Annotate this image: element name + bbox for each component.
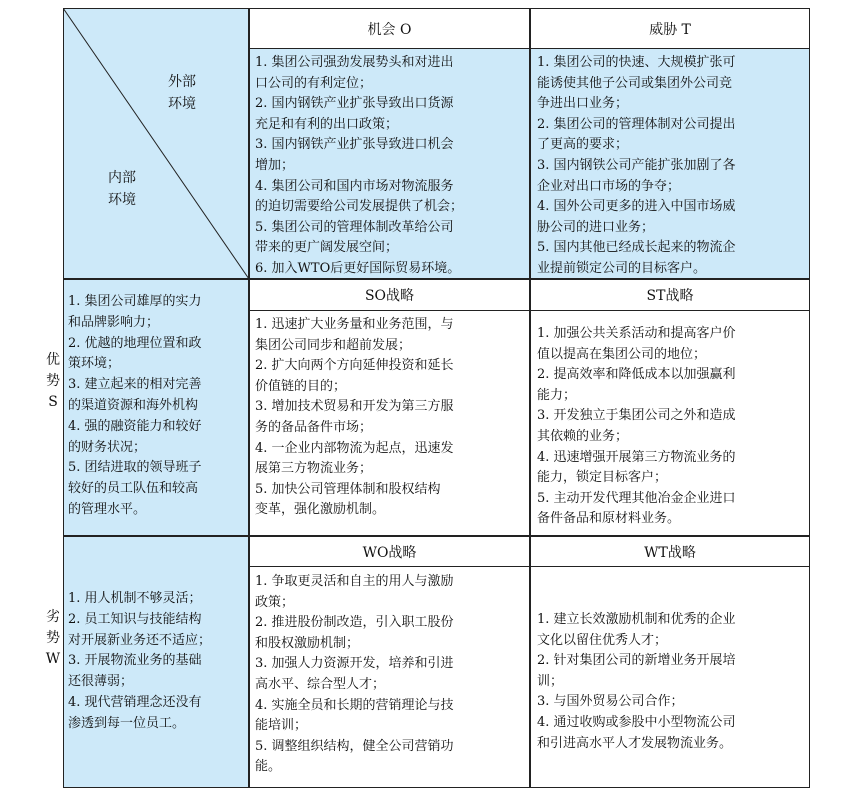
list-item: 文化以留住优秀人才； xyxy=(537,632,668,648)
wo-strategy-header xyxy=(249,536,530,567)
wt-strategy-cell xyxy=(530,566,810,788)
st-strategy-list xyxy=(537,324,809,530)
list-item: 5. 国内其他已经成长起来的物流企 xyxy=(537,240,736,256)
diagonal-line xyxy=(63,8,249,279)
list-item: 4. 实施全员和长期的营销理论与技 xyxy=(255,697,454,713)
list-item: 4. 强的融资能力和较好 xyxy=(68,418,202,434)
st-strategy-cell xyxy=(530,310,810,536)
list-item: 和引进高水平人才发展物流业务。 xyxy=(537,735,733,751)
list-item: 能力，锁定目标客户； xyxy=(537,470,668,486)
list-item: 3. 开发独立于集团公司之外和造成 xyxy=(537,408,736,424)
weaknesses-side-char: W xyxy=(45,651,61,667)
wo-strategy-list xyxy=(255,572,529,778)
list-item: 3. 增加技术贸易和开发为第三方服 xyxy=(255,399,454,415)
list-item: 训； xyxy=(537,673,564,689)
list-item: 2. 扩大向两个方向延伸投资和延长 xyxy=(255,358,454,374)
list-item: 能力； xyxy=(537,387,577,403)
list-item: 较好的员工队伍和较高 xyxy=(68,481,199,497)
wo-strategy-cell xyxy=(249,566,530,788)
list-item: 5. 调整组织结构，健全公司营销功 xyxy=(255,738,454,754)
list-item: 2. 员工知识与技能结构 xyxy=(68,611,202,627)
corner-header-cell xyxy=(63,8,249,279)
opportunities-cell xyxy=(249,48,530,279)
internal-label-line-1: 内部 xyxy=(108,170,136,186)
list-item: 1. 争取更灵活和自主的用人与激励 xyxy=(255,574,454,589)
so-strategy-title: SO战略 xyxy=(364,288,415,304)
list-item: 了更高的要求； xyxy=(537,137,629,153)
list-item: 1. 用人机制不够灵活； xyxy=(68,591,202,606)
list-item: 1. 集团公司雄厚的实力 xyxy=(68,294,202,309)
threats-cell xyxy=(530,48,810,279)
list-item: 1. 集团公司的快速、大规模扩张可 xyxy=(537,55,736,70)
so-strategy-list xyxy=(255,315,529,521)
list-item: 6. 加入WTO后更好国际贸易环境。 xyxy=(255,260,461,276)
list-item: 集团公司同步和超前发展； xyxy=(255,337,412,353)
weaknesses-side-char: 势 xyxy=(46,630,60,646)
list-item: 政策； xyxy=(255,594,295,610)
list-item: 5. 主动开发代理其他冶金企业进口 xyxy=(537,490,736,506)
list-item: 2. 提高效率和降低成本以加强赢利 xyxy=(537,367,736,383)
list-item: 还很薄弱； xyxy=(68,674,134,690)
strengths-cell xyxy=(63,279,249,536)
list-item: 4. 集团公司和国内市场对物流服务 xyxy=(255,178,454,194)
list-item: 3. 加强人力资源开发，培养和引进 xyxy=(255,656,454,672)
list-item: 展第三方物流业务； xyxy=(255,461,373,477)
strengths-list xyxy=(68,292,248,521)
list-item: 3. 与国外贸易公司合作； xyxy=(537,694,684,710)
weaknesses-cell xyxy=(63,536,249,788)
list-item: 的渠道资源和海外机构 xyxy=(68,397,199,413)
threat-title: 威胁 T xyxy=(649,21,691,38)
list-item: 4. 迅速增强开展第三方物流业务的 xyxy=(537,449,736,465)
list-item: 充足和有利的出口政策； xyxy=(255,116,399,132)
list-item: 1. 迅速扩大业务量和业务范围，与 xyxy=(255,317,454,332)
opportunity-title: 机会 O xyxy=(367,21,412,38)
list-item: 高水平、综合型人才； xyxy=(255,676,386,692)
external-label-line-2: 环境 xyxy=(168,96,196,112)
list-item: 3. 建立起来的相对完善 xyxy=(68,377,202,393)
list-item: 务的备品备件市场； xyxy=(255,419,373,435)
list-item: 和股权激励机制； xyxy=(255,635,360,651)
list-item: 的迫切需要给公司发展提供了机会； xyxy=(255,199,464,215)
list-item: 2. 集团公司的管理体制对公司提出 xyxy=(537,116,736,132)
list-item: 其依赖的业务； xyxy=(537,428,629,444)
opportunity-header xyxy=(249,8,530,49)
wo-strategy-title: WO战略 xyxy=(362,544,417,561)
list-item: 2. 优越的地理位置和政 xyxy=(68,335,202,351)
list-item: 备件备品和原材料业务。 xyxy=(537,511,681,527)
list-item: 1. 集团公司强劲发展势头和对进出 xyxy=(255,55,454,70)
strengths-side-label xyxy=(44,350,62,413)
weaknesses-side-char: 劣 xyxy=(46,609,60,625)
list-item: 3. 开展物流业务的基础 xyxy=(68,653,202,669)
list-item: 3. 国内钢铁公司产能扩张加剧了各 xyxy=(537,157,736,173)
list-item: 口公司的有利定位； xyxy=(255,75,373,91)
threats-list xyxy=(537,53,809,280)
list-item: 2. 针对集团公司的新增业务开展培 xyxy=(537,653,736,669)
list-item: 能。 xyxy=(255,759,282,775)
st-strategy-header xyxy=(530,279,810,311)
internal-label-line-2: 环境 xyxy=(108,192,136,208)
list-item: 3. 国内钢铁产业扩张导致进口机会 xyxy=(255,137,454,153)
list-item: 价值链的目的； xyxy=(255,378,347,394)
external-label-line-1: 外部 xyxy=(168,74,196,90)
threat-header xyxy=(530,8,810,49)
wt-strategy-header xyxy=(530,536,810,567)
weaknesses-list xyxy=(68,589,248,735)
wt-strategy-title: WT战略 xyxy=(644,544,696,561)
list-item: 变革，强化激励机制。 xyxy=(255,502,386,518)
list-item: 值以提高在集团公司的地位； xyxy=(537,346,707,362)
opportunities-list xyxy=(255,53,529,280)
list-item: 渗透到每一位员工。 xyxy=(68,715,186,731)
list-item: 4. 现代营销理念还没有 xyxy=(68,694,202,710)
internal-label xyxy=(108,167,136,211)
list-item: 4. 通过收购或参股中小型物流公司 xyxy=(537,714,736,730)
list-item: 业提前锁定公司的目标客户。 xyxy=(537,260,707,276)
list-item: 增加； xyxy=(255,157,295,173)
list-item: 的管理水平。 xyxy=(68,501,147,517)
list-item: 对开展新业务还不适应； xyxy=(68,632,212,648)
list-item: 1. 建立长效激励机制和优秀的企业 xyxy=(537,612,736,627)
list-item: 4. 国外公司更多的进入中国市场威 xyxy=(537,199,736,215)
list-item: 5. 团结进取的领导班子 xyxy=(68,460,202,476)
list-item: 4. 一企业内部物流为起点，迅速发 xyxy=(255,440,454,456)
list-item: 5. 集团公司的管理体制改革给公司 xyxy=(255,219,454,235)
list-item: 企业对出口市场的争夺； xyxy=(537,178,681,194)
list-item: 策环境； xyxy=(68,356,121,372)
so-strategy-header xyxy=(249,279,530,311)
list-item: 带来的更广阔发展空间； xyxy=(255,240,399,256)
external-label xyxy=(168,71,196,115)
list-item: 2. 国内钢铁产业扩张导致出口货源 xyxy=(255,96,454,112)
strengths-side-char: S xyxy=(48,394,58,410)
list-item: 能诱使其他子公司或集团外公司竞 xyxy=(537,75,733,91)
st-strategy-title: ST战略 xyxy=(646,288,694,304)
strengths-side-char: 优 xyxy=(46,352,60,368)
wt-strategy-list xyxy=(537,610,809,754)
weaknesses-side-label xyxy=(44,607,62,670)
list-item: 的财务状况； xyxy=(68,439,147,455)
list-item: 1. 加强公共关系活动和提高客户价 xyxy=(537,326,736,341)
so-strategy-cell xyxy=(249,310,530,536)
list-item: 能培训； xyxy=(255,718,308,734)
list-item: 和品牌影响力； xyxy=(68,314,160,330)
list-item: 5. 加快公司管理体制和股权结构 xyxy=(255,481,441,497)
list-item: 2. 推进股份制改造，引入职工股份 xyxy=(255,615,454,631)
strengths-side-char: 势 xyxy=(46,373,60,389)
list-item: 胁公司的进口业务； xyxy=(537,219,655,235)
list-item: 争进出口业务； xyxy=(537,96,629,112)
